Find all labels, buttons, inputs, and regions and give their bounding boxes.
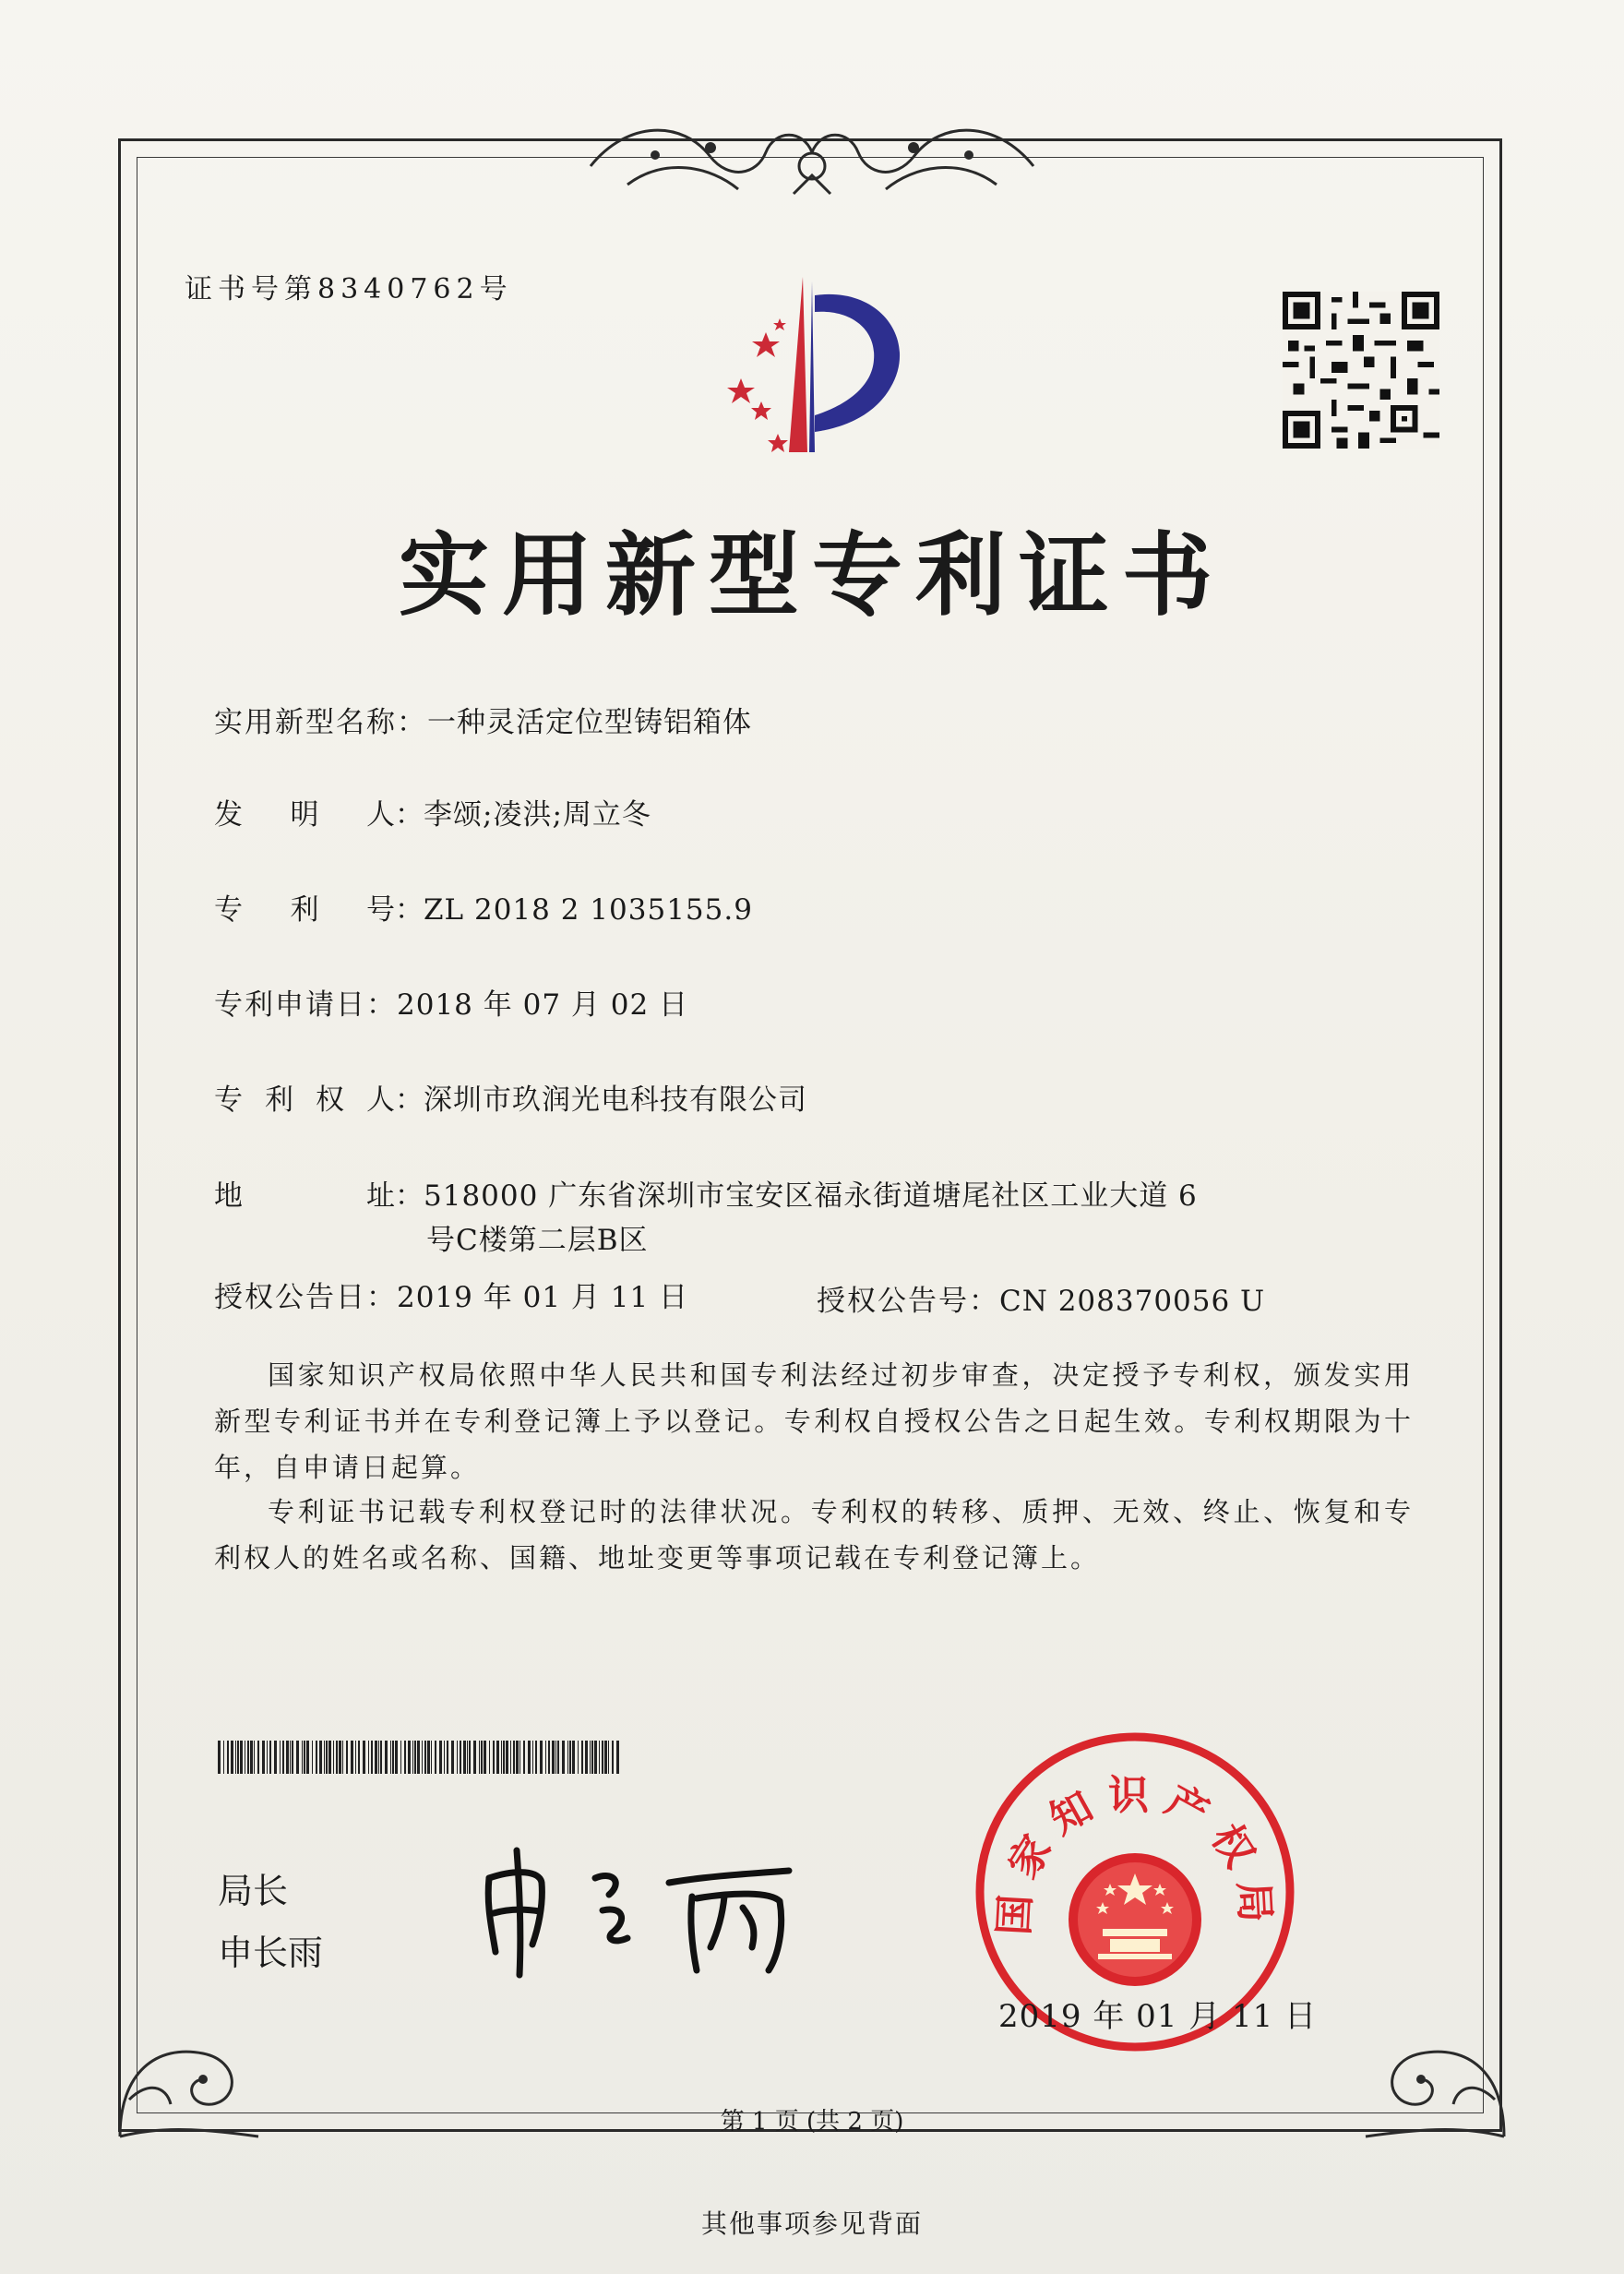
field-inventor-row: 发 明 人 ：李颂;凌洪;周立冬 [214,791,651,832]
cnipa-logo [697,268,927,461]
field-patent-no-row: 专 利 号 ：ZL 2018 2 1035155.9 [214,886,753,928]
statement-paragraph-1: 国家知识产权局依照中华人民共和国专利法经过初步审查，决定授予专利权，颁发实用新型专利证书并在专利登记簿上予以登记。专利权自授权公告之日起生效。专利权期限为十年，自申请日起算。 [214,1359,1414,1483]
field-inventor-label: 发 明 人 [214,798,395,832]
back-note: 其他事项参见背面 [700,2208,923,2239]
field-patent-no-value: ZL 2018 2 1035155.9 [424,893,753,927]
field-grant-no-label: 授权公告号： [817,1285,999,1318]
seal-text: 国家知识产权局 [990,1771,1280,1937]
seal-date: 2019 年 01 月 11 日 [998,1998,1318,2035]
field-filing-date-row [214,981,688,1023]
field-grant-date-value: 2019 年 01 月 11 日 [397,1281,689,1314]
field-name-label: 实用新型名称： [214,706,427,739]
field-inventor-value: 李颂;凌洪;周立冬 [424,798,651,832]
field-address-label: 地 址 [214,1179,395,1213]
barcode [218,1741,624,1774]
field-grant-no-value: CN 208370056 U [999,1285,1266,1318]
top-ornament [572,111,1052,212]
field-filing-date-value: 2018 年 07 月 02 日 [397,988,689,1022]
field-patent-no-label: 专 利 号 [214,893,395,927]
page-number: 第 1 页 (共 2 页) [720,2108,904,2136]
field-name-value: 一种灵活定位型铸铝箱体 [427,706,752,739]
field-grant-date-row [214,1274,688,1315]
qr-code [1283,292,1439,449]
statement-paragraph-2: 专利证书记载专利权登记时的法律状况。专利权的转移、质押、无效、终止、恢复和专利权人的姓名或名称、国籍、地址变更等事项记载在专利登记簿上。 [214,1496,1414,1574]
director-name: 申长雨 [218,1933,324,1973]
certificate-title: 实用新型专利证书 [398,523,1225,628]
director-title: 局长 [218,1871,289,1911]
field-patentee-label: 专 利 权 人 [214,1083,395,1117]
field-address-value-line1: 518000 广东省深圳市宝安区福永街道塘尾社区工业大道 6 [424,1179,1198,1213]
certificate-number: 证书号第8340762号 [185,273,513,305]
field-grant-date-label: 授权公告日： [214,1281,397,1314]
field-patentee-row: 专 利 权 人 ：深圳市玖润光电科技有限公司 [214,1076,807,1118]
field-address-value-line2: 号C楼第二层B区 [426,1224,649,1257]
field-grant-no-row [817,1277,1265,1319]
director-signature [475,1841,826,1980]
field-patentee-value: 深圳市玖润光电科技有限公司 [424,1083,807,1117]
field-address-row: 地 址 ：518000 广东省深圳市宝安区福永街道塘尾社区工业大道 6 [214,1172,1198,1214]
field-filing-date-label: 专利申请日： [214,988,397,1022]
field-name-row [214,699,752,740]
